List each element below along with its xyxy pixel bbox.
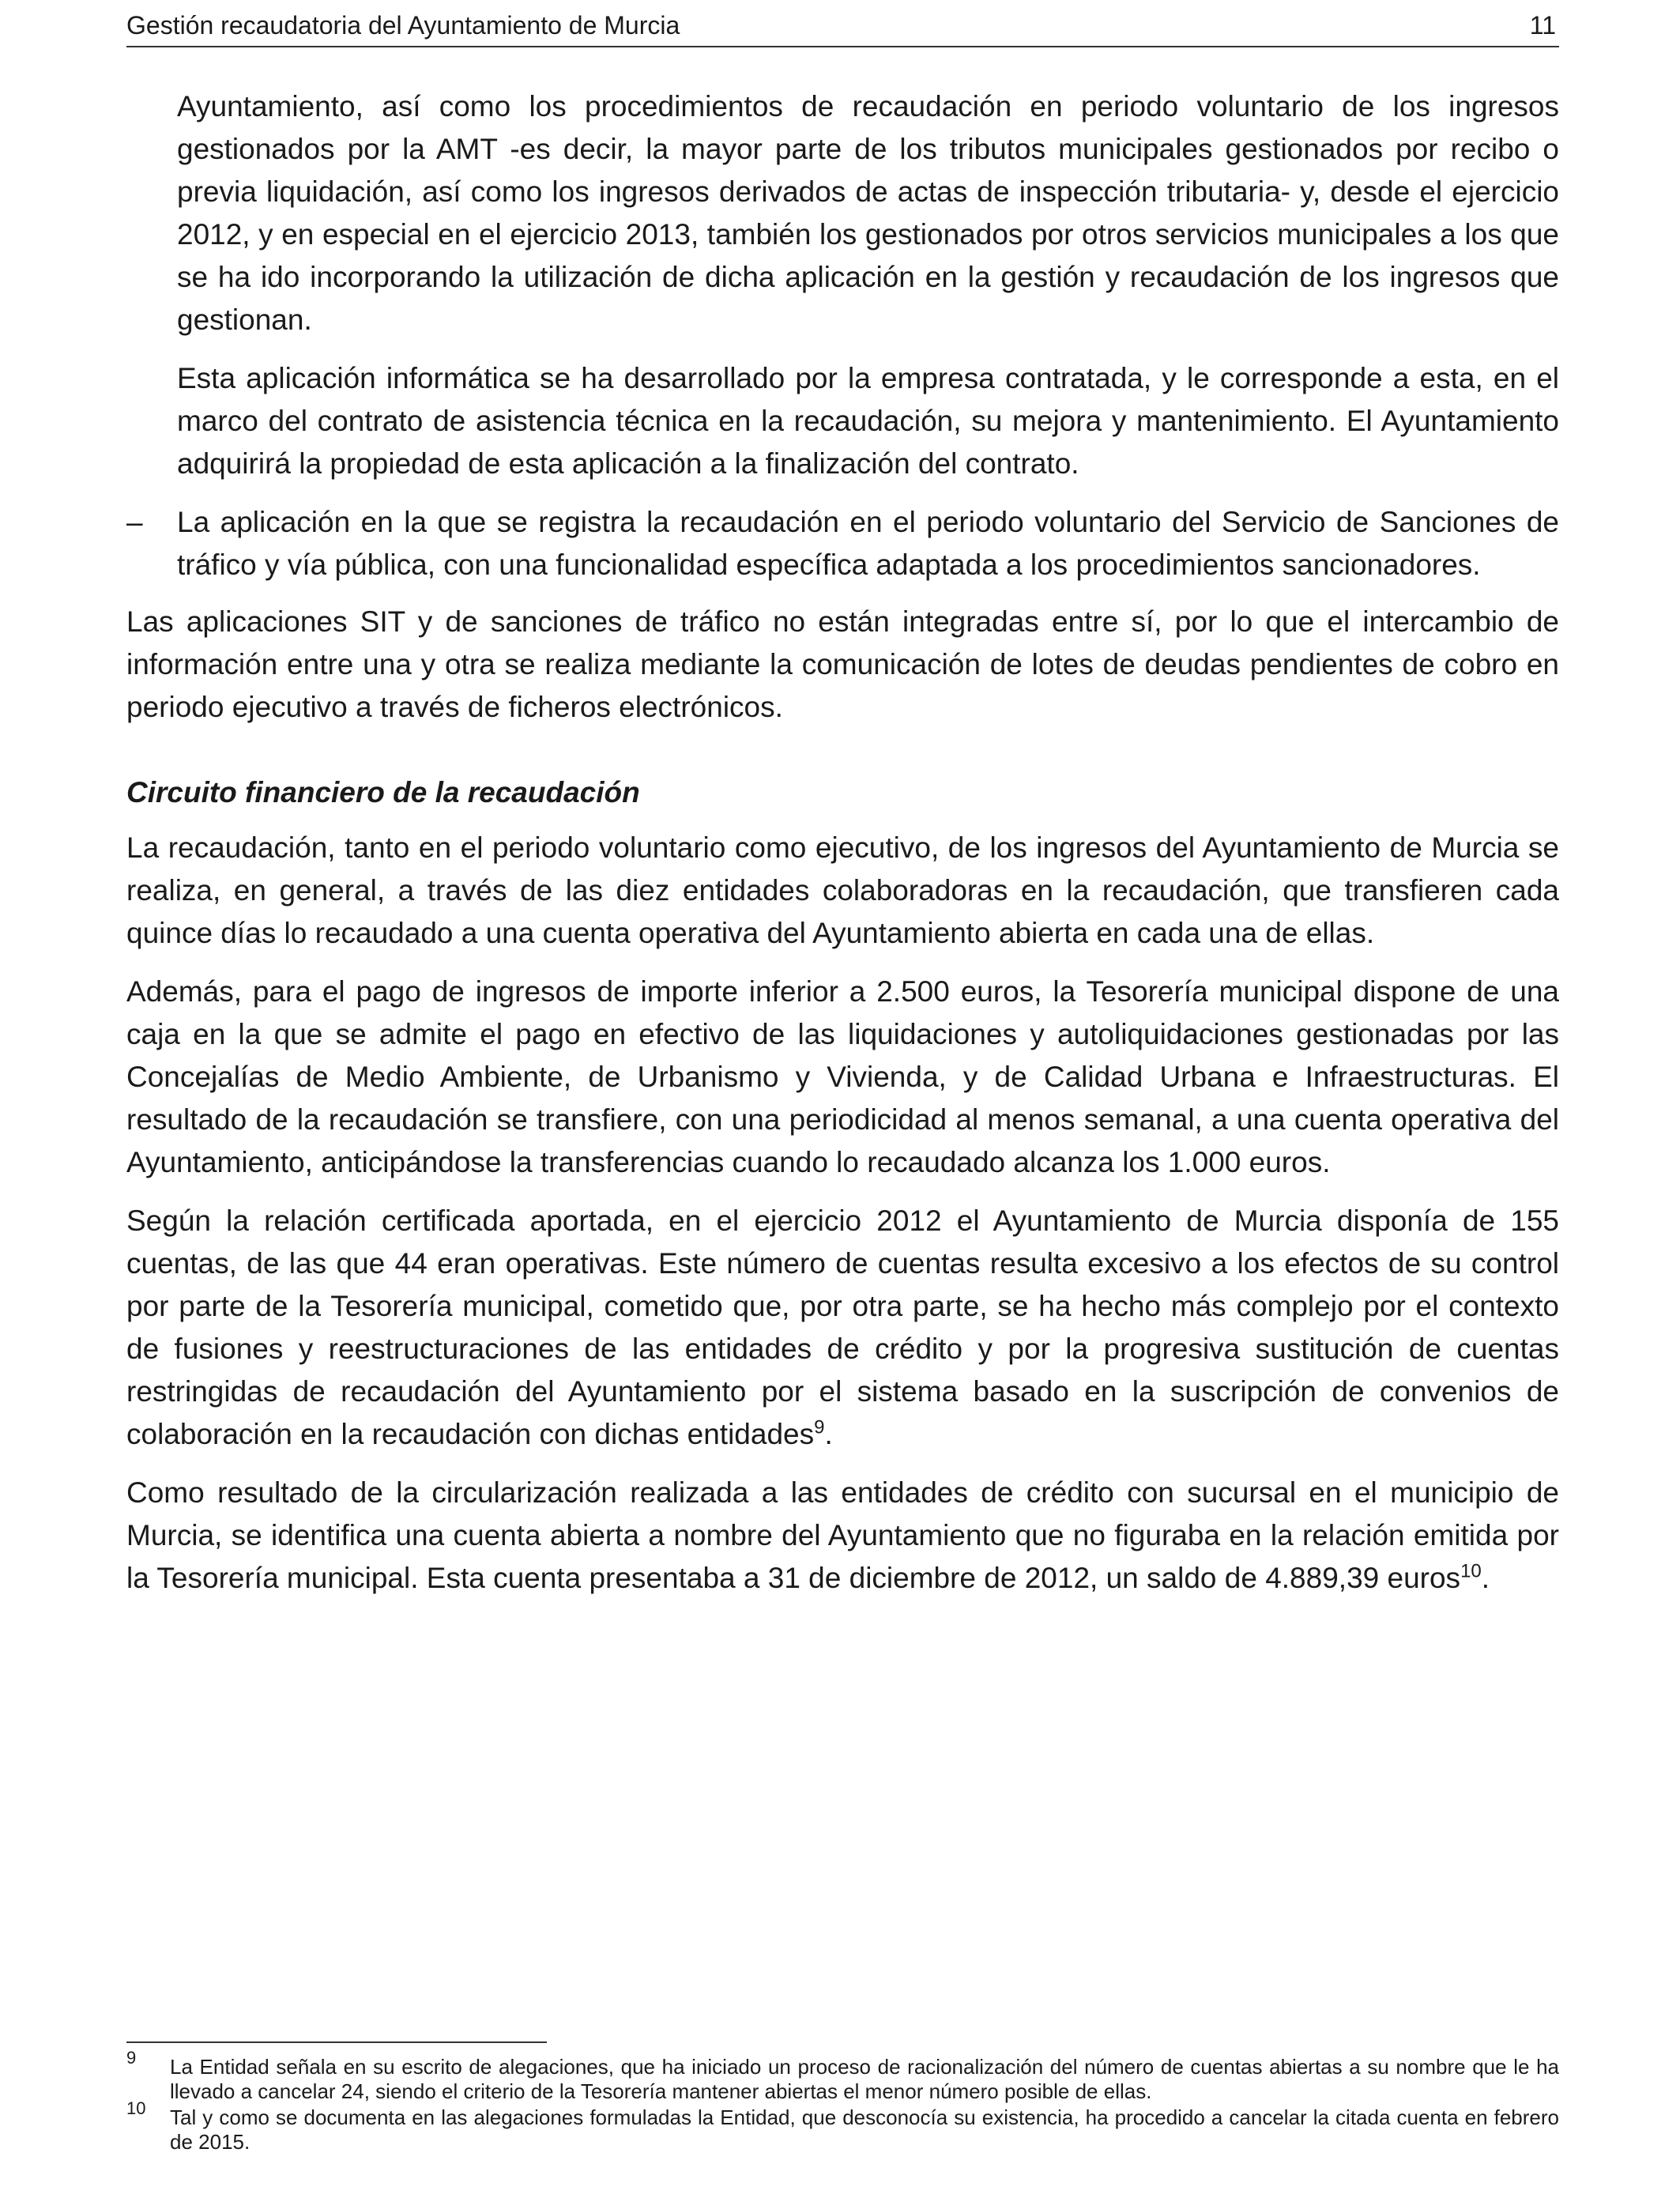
footnote-10 (126, 2098, 1559, 2154)
page-header (126, 6, 1559, 47)
footnote-number: 9 (126, 2048, 137, 2068)
paragraph-sit-description: Ayuntamiento, así como los procedimientos de recaudación en periodo voluntario de los ingresos gestionados por la AMT -es decir, la mayor parte de los tributos municipales gestionados por recibo o previa liquidación, así como los ingresos derivados de actas de inspección tributaria- y, desde el ejercicio 2012, y en especial en el ejercicio 2013, también los gestionados por otros servicios municipales a los que se ha ido incorporando la utilización de dicha aplicación en la gestión y recaudación de los ingresos que gestionan. (177, 90, 1559, 336)
paragraph-circularization-text: Como resultado de la circularización realizada a las entidades de crédito con sucursal en el municipio de Murcia, se identifica una cuenta abierta a nombre del Ayuntamiento que no figuraba en la relación emitida por la Tesorería municipal. Esta cuenta presentaba a 31 de diciembre de 2012, un saldo de 4.889,39 euros (126, 1476, 1559, 1594)
footnote-text: La Entidad señala en su escrito de alegaciones, que ha iniciado un proceso de racionalización del número de cuentas abiertas a su nombre que le ha llevado a cancelar 24, siendo el criterio de la Tesorería mantener abiertas el menor número posible de ellas. (170, 2055, 1559, 2103)
period: . (1481, 1562, 1490, 1594)
dash-bullet: – (126, 506, 143, 538)
footnote-ref-10[interactable]: 10 (1460, 1560, 1482, 1582)
footnote-divider (126, 2041, 547, 2043)
paragraph-integration: Las aplicaciones SIT y de sanciones de tráfico no están integradas entre sí, por lo que el intercambio de información entre una y otra se realiza mediante la comunicación de lotes de deudas pendientes de cobro en periodo ejecutivo a través de ficheros electrónicos. (126, 605, 1559, 723)
list-item-sanciones (126, 501, 1559, 586)
document-title: Gestión recaudatoria del Ayuntamiento de Murcia (126, 11, 680, 40)
footnote-text: Tal y como se documenta en las alegaciones formuladas la Entidad, que desconocía su existencia, ha procedido a cancelar la citada cuenta en febrero de 2015. (170, 2105, 1559, 2154)
page-number: 11 (1529, 11, 1556, 40)
footnote-number: 10 (126, 2098, 146, 2118)
paragraph-accounts-text: Según la relación certificada aportada, en el ejercicio 2012 el Ayuntamiento de Murcia disponía de 155 cuentas, de las que 44 eran operativas. Este número de cuentas resulta excesivo a los efectos de su control por parte de la Tesorería municipal, cometido que, por otra parte, se ha hecho más complejo por el contexto de fusiones y reestructuraciones de las entidades de crédito y por la progresiva sustitución de cuentas restringidas de recaudación del Ayuntamiento por el sistema basado en la suscripción de convenios de colaboración en la recaudación con dichas entidades (126, 1204, 1559, 1450)
period: . (824, 1418, 833, 1450)
footnotes (126, 2048, 1559, 2156)
paragraph-application-development: Esta aplicación informática se ha desarrollado por la empresa contratada, y le corresponde a esta, en el marco del contrato de asistencia técnica en la recaudación, su mejora y mantenimiento. El Ayuntamiento adquirirá la propiedad de esta aplicación a la finalización del contrato. (177, 362, 1559, 480)
section-heading: Circuito financiero de la recaudación (126, 776, 640, 809)
paragraph-collection: La recaudación, tanto en el periodo voluntario como ejecutivo, de los ingresos del Ayuntamiento de Murcia se realiza, en general, a través de las diez entidades colaboradoras en la recaudación, que transfieren cada quince días lo recaudado a una cuenta operativa del Ayuntamiento abierta en cada una de ellas. (126, 831, 1559, 949)
paragraph-accounts (126, 1200, 1559, 1456)
paragraph-cash-desk: Además, para el pago de ingresos de importe inferior a 2.500 euros, la Tesorería municipal dispone de una caja en la que se admite el pago en efectivo de las liquidaciones y autoliquidaciones gestionadas por las Concejalías de Medio Ambiente, de Urbanismo y Vivienda, y de Calidad Urbana e Infraestructuras. El resultado de la recaudación se transfiere, con una periodicidad al menos semanal, a una cuenta operativa del Ayuntamiento, anticipándose la transferencias cuando lo recaudado alcanza los 1.000 euros. (126, 975, 1559, 1178)
footnote-9 (126, 2048, 1559, 2104)
list-item-text: La aplicación en la que se registra la recaudación en el periodo voluntario del Servicio de Sanciones de tráfico y vía pública, con una funcionalidad específica adaptada a los procedimientos sancionadores. (177, 506, 1559, 581)
footnote-ref-9[interactable]: 9 (814, 1416, 825, 1438)
paragraph-circularization (126, 1472, 1559, 1600)
page-body (126, 85, 1559, 1600)
